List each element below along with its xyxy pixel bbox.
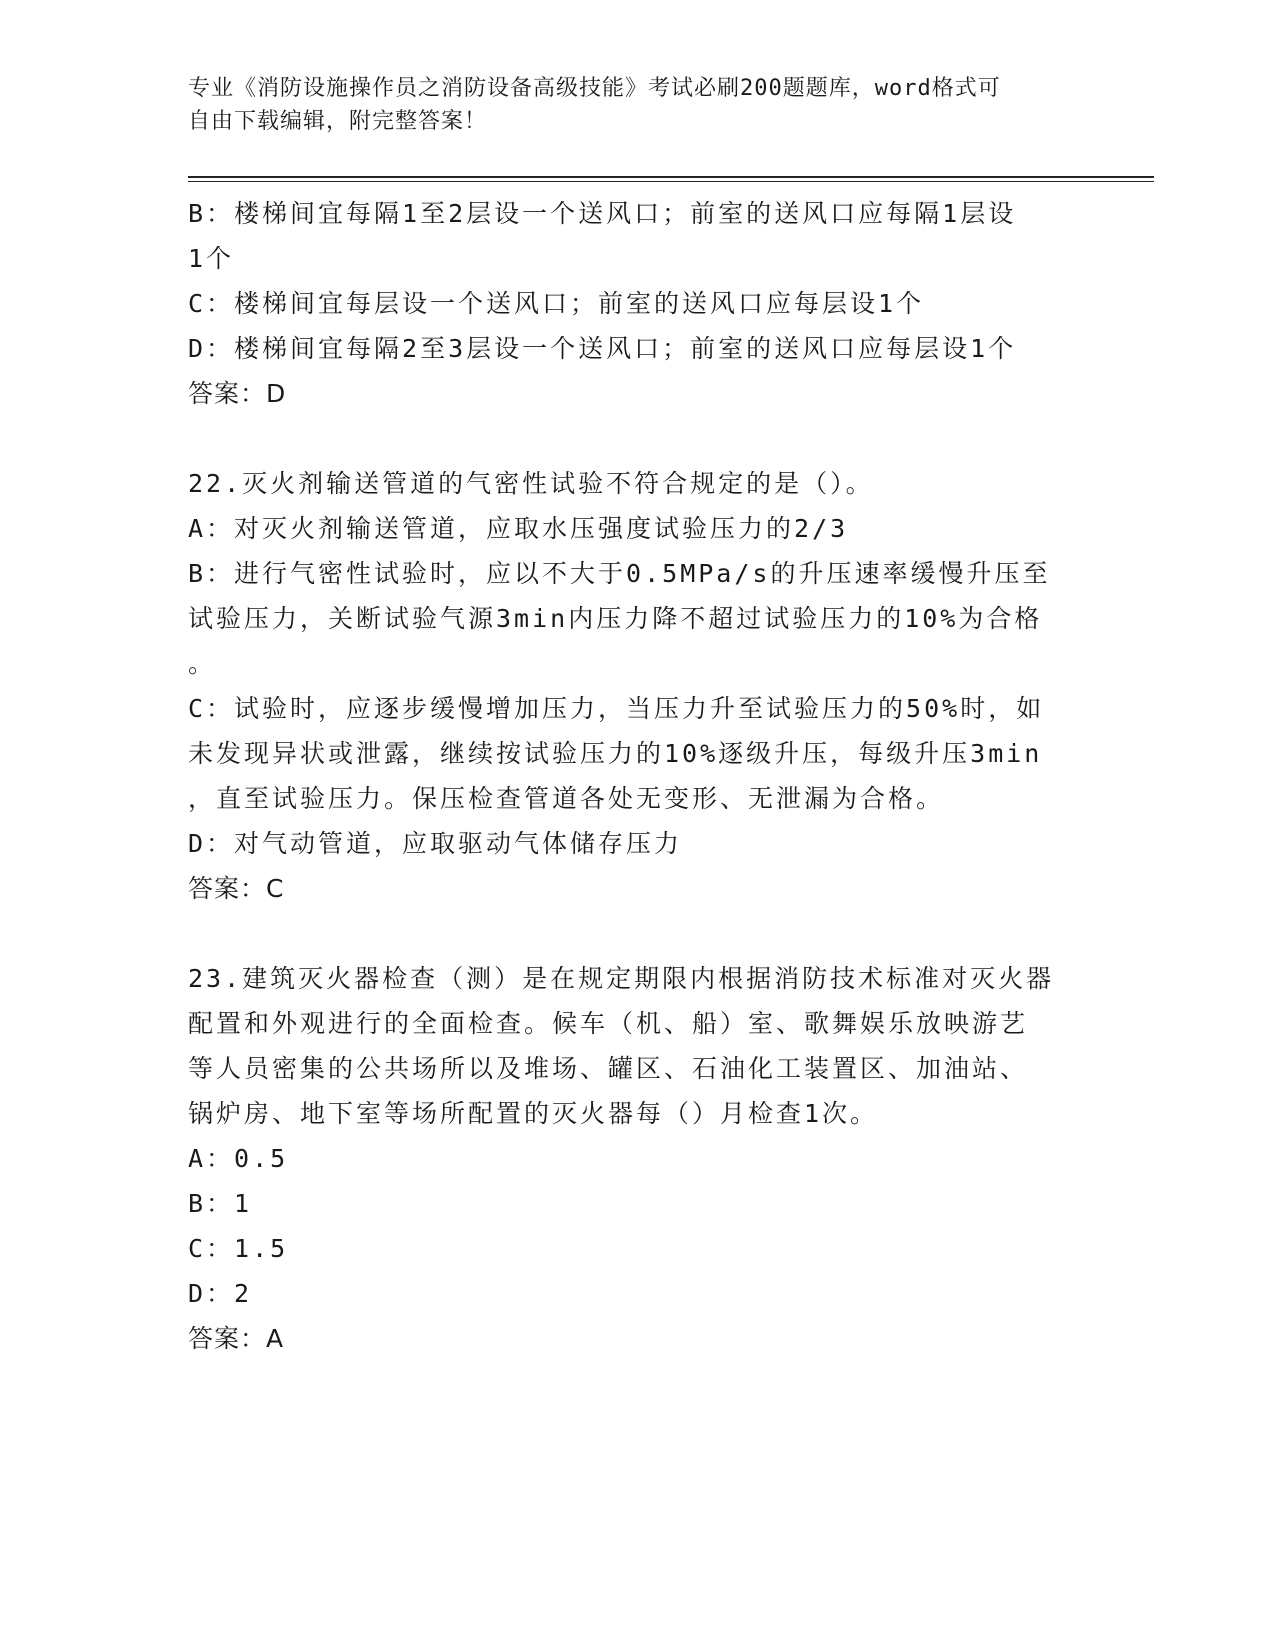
question-stem-line-2: 配置和外观进行的全面检查。候车（机、船）室、歌舞娱乐放映游艺 <box>188 1009 1029 1038</box>
answer: 答案：C <box>188 874 285 903</box>
option-d: D：2 <box>188 1279 253 1308</box>
question-23-block <box>188 956 1088 1361</box>
header-title-line-1: 专业《消防设施操作员之消防设备高级技能》考试必刷200题题库，word格式可 <box>188 76 1001 101</box>
option-d: D：对气动管道，应取驱动气体储存压力 <box>188 829 683 858</box>
document-header <box>188 72 1088 138</box>
question-content <box>188 191 1088 1361</box>
option-b-line-1: B：进行气密性试验时，应以不大于0.5MPa/s的升压速率缓慢升压至 <box>188 559 1051 588</box>
option-c: C：楼梯间宜每层设一个送风口；前室的送风口应每层设1个 <box>188 289 925 318</box>
question-21-block <box>188 191 1088 416</box>
option-b-line-1: B：楼梯间宜每隔1至2层设一个送风口；前室的送风口应每隔1层设 <box>188 199 1017 228</box>
option-a: A：对灭火剂输送管道，应取水压强度试验压力的2/3 <box>188 514 849 543</box>
question-22-block <box>188 461 1088 911</box>
question-stem-line-1: 23.建筑灭火器检查（测）是在规定期限内根据消防技术标准对灭火器 <box>188 964 1055 993</box>
question-stem-line-4: 锅炉房、地下室等场所配置的灭火器每（）月检查1次。 <box>188 1099 879 1128</box>
option-b: B：1 <box>188 1189 253 1218</box>
option-b-line-2: 试验压力，关断试验气源3min内压力降不超过试验压力的10%为合格 <box>188 604 1043 633</box>
question-stem-line-3: 等人员密集的公共场所以及堆场、罐区、石油化工装置区、加油站、 <box>188 1054 1029 1083</box>
spacer <box>188 416 1088 461</box>
header-rule-thick <box>188 176 1154 178</box>
option-a: A：0.5 <box>188 1144 289 1173</box>
option-c-line-3: ，直至试验压力。保压检查管道各处无变形、无泄漏为合格。 <box>188 784 945 813</box>
answer: 答案：D <box>188 379 287 408</box>
header-rule-thin <box>188 181 1154 182</box>
option-c-line-1: C：试验时，应逐步缓慢增加压力，当压力升至试验压力的50%时，如 <box>188 694 1045 723</box>
option-b-line-2: 1个 <box>188 244 235 273</box>
option-b-line-3: 。 <box>188 649 217 678</box>
header-title-line-2: 自由下载编辑，附完整答案！ <box>188 109 488 134</box>
option-c-line-2: 未发现异状或泄露，继续按试验压力的10%逐级升压，每级升压3min <box>188 739 1043 768</box>
question-stem: 22.灭火剂输送管道的气密性试验不符合规定的是（）。 <box>188 469 874 498</box>
spacer <box>188 911 1088 956</box>
option-d: D：楼梯间宜每隔2至3层设一个送风口；前室的送风口应每层设1个 <box>188 334 1017 363</box>
option-c: C：1.5 <box>188 1234 289 1263</box>
answer: 答案：A <box>188 1324 285 1353</box>
